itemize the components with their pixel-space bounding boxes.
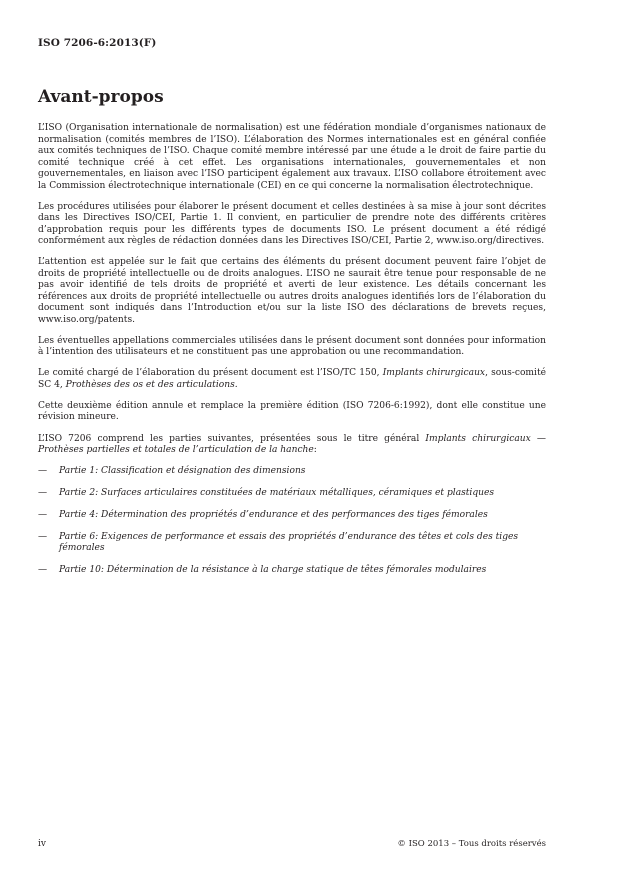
- list-dash: —: [38, 531, 48, 542]
- parts-intro-suffix: :: [313, 445, 317, 456]
- foreword-body: [38, 123, 546, 587]
- general-title: Implants chirurgicaux — Prothèses partielles et totales de l’articulation de la hanche: [38, 433, 547, 456]
- subcommittee-name: Prothèses des os et des articulations: [65, 379, 235, 390]
- paragraph-procedures: Les procédures utilisées pour élaborer le présent document et celles destinées à sa mise à jour sont décrites dans les Directives ISO/CEI, Partie 1. Il convient, en particulier de prendre note des différents critères d’approbation requis pour les différents types de documents ISO. Le présent document a été rédigé conformément aux règles de rédaction données dans les Directives ISO/CEI, Partie 2, www.iso.org/directives.: [38, 201, 546, 247]
- list-dash: —: [38, 466, 48, 477]
- document-id: ISO 7206-6:2013(F): [38, 37, 157, 49]
- paragraph-trade-names: Les éventuelles appellations commerciales utilisées dans le présent document sont données pour information à l’intention des utilisateurs et ne constituent pas une approbation ou une recommandation.: [38, 335, 546, 358]
- section-title: Avant-propos: [38, 87, 164, 107]
- committee-text-prefix: Le comité chargé de l’élaboration du présent document est l’ISO/TC 150,: [38, 368, 383, 379]
- committee-name: Implants chirurgicaux: [382, 368, 486, 379]
- list-dash: —: [38, 488, 48, 499]
- list-item-text: Partie 10: Détermination de la résistance à la charge statique de têtes fémorales modulaires: [59, 565, 487, 576]
- paragraph-iso-organisation: L’ISO (Organisation internationale de normalisation) est une fédération mondiale d’organismes nationaux de normalisation (comités membres de l’ISO). L’élaboration des Normes internationales est en général confiée aux comités techniques de l’ISO. Chaque comité membre intéressé par une étude a le droit de faire partie du comité technique créé à cet effet. Les organisations internationales, gouvernementales et non gouvernementales, en liaison avec l’ISO participent également aux travaux. L’ISO collabore étroitement avec la Commission électrotechnique internationale (CEI) en ce qui concerne la normalisation électrotechnique.: [38, 123, 546, 191]
- paragraph-edition: Cette deuxième édition annule et remplace la première édition (ISO 7206-6:1992), dont elle constitue une révision mineure.: [38, 400, 546, 423]
- list-dash: —: [38, 509, 48, 520]
- list-item-text: Partie 2: Surfaces articulaires constituées de matériaux métalliques, céramiques et plastiques: [59, 488, 495, 499]
- parts-list: [38, 466, 546, 577]
- paragraph-patent-rights: L’attention est appelée sur le fait que certains des éléments du présent document peuvent faire l’objet de droits de propriété intellectuelle ou de droits analogues. L’ISO ne saurait être tenue pour responsable de ne pas avoir identifié de tels droits de propriété et averti de leur existence. Les détails concernant les références aux droits de propriété intellectuelle ou autres droits analogues identifiés lors de l’élaboration du document sont indiqués dans l’Introduction et/ou sur la liste ISO des déclarations de brevets reçues, www.iso.org/patents.: [38, 257, 546, 325]
- parts-intro-prefix: L’ISO 7206 comprend les parties suivantes, présentées sous le titre général: [38, 433, 426, 444]
- list-item: [38, 510, 546, 522]
- list-item: [38, 488, 546, 500]
- list-dash: —: [38, 565, 48, 576]
- list-item-text: Partie 4: Détermination des propriétés d’endurance et des performances des tiges fémorales: [59, 509, 488, 520]
- paragraph-committee: [38, 368, 546, 391]
- list-item-text: Partie 1: Classification et désignation des dimensions: [59, 466, 306, 477]
- list-item: [38, 532, 546, 555]
- committee-text-mid: , sous-comité SC 4,: [38, 368, 546, 390]
- list-item: [38, 466, 546, 478]
- committee-text-suffix: .: [234, 379, 238, 390]
- list-item-text: Partie 6: Exigences de performance et essais des propriétés d’endurance des têtes et cols des tiges fémorales: [59, 531, 519, 554]
- copyright-notice: © ISO 2013 – Tous droits réservés: [397, 839, 546, 849]
- page-number: iv: [38, 839, 46, 849]
- paragraph-parts-intro: [38, 434, 546, 457]
- list-item: [38, 565, 546, 577]
